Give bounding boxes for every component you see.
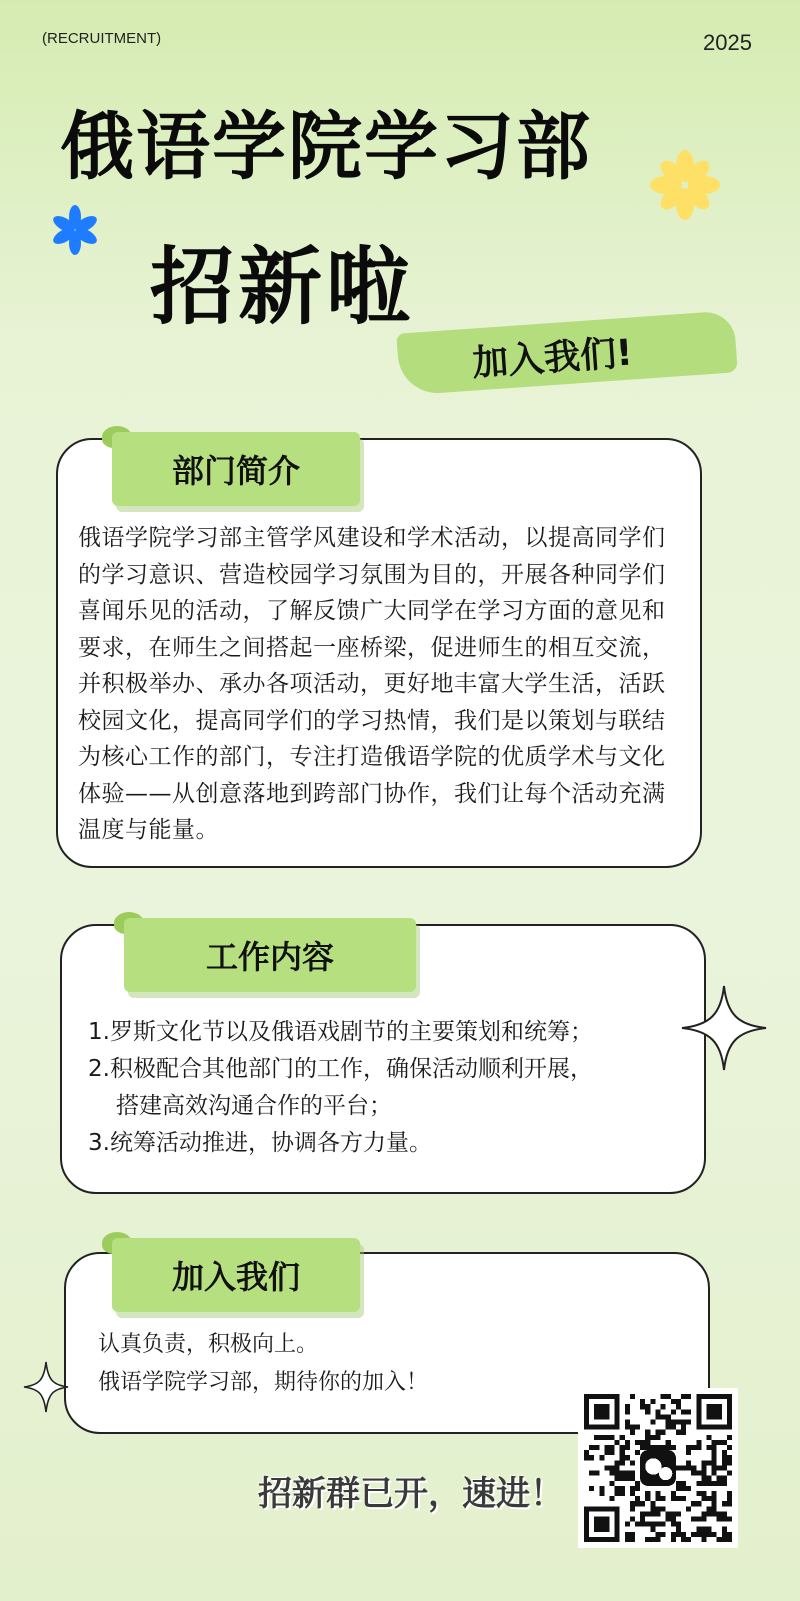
work-tab-label: 工作内容 bbox=[205, 938, 334, 976]
footer-callout: 招新群已开，速进！ bbox=[258, 1474, 564, 1514]
list-item: 搭建高效沟通合作的平台； bbox=[116, 1093, 392, 1119]
work-tab bbox=[124, 918, 416, 992]
intro-body: 俄语学院学习部主管学风建设和学术活动，以提高同学们的学习意识、营造校园学习氛围为目的，开展各种同学们喜闻乐见的活动，了解反馈广大同学在学习方面的意见和要求，在师生之间搭起一座桥梁，促进师生的相互交流，并积极举办、承办各项活动，更好地丰富大学生活，活跃校园文化，提高同学们的学习热情，我们是以策划与联结为核心工作的部门，专注打造俄语学院的优质学术与文化体验——从创意落地到跨部门协作，我们让每个活动充满温度与能量。 bbox=[78, 525, 666, 843]
qr-code[interactable] bbox=[578, 1388, 738, 1548]
intro-tab bbox=[112, 432, 360, 506]
year-label: 2025 bbox=[703, 30, 752, 55]
asterisk-icon bbox=[50, 205, 100, 259]
page-title: 俄语学院学习部 bbox=[60, 104, 592, 190]
join-line: 俄语学院学习部，期待你的加入！ bbox=[98, 1370, 429, 1395]
yellow-star-icon bbox=[650, 150, 720, 224]
list-item: 1.罗斯文化节以及俄语戏剧节的主要策划和统筹； bbox=[88, 1019, 593, 1045]
join-body bbox=[98, 1326, 568, 1402]
intro-tab-label: 部门简介 bbox=[171, 452, 300, 490]
join-banner-text: 加入我们! bbox=[470, 332, 634, 385]
join-tab-label: 加入我们 bbox=[171, 1258, 300, 1296]
join-line: 认真负责，积极向上。 bbox=[98, 1332, 319, 1357]
sparkle-icon bbox=[680, 984, 768, 1076]
join-tab bbox=[112, 1238, 360, 1312]
recruitment-tag: (RECRUITMENT) bbox=[42, 30, 162, 47]
sparkle-icon bbox=[22, 1360, 70, 1418]
work-list bbox=[88, 1014, 688, 1162]
list-item: 3.统筹活动推进，协调各方力量。 bbox=[88, 1130, 432, 1156]
page-subtitle: 招新啦 bbox=[150, 238, 415, 336]
list-item: 2.积极配合其他部门的工作，确保活动顺利开展， bbox=[88, 1056, 593, 1082]
